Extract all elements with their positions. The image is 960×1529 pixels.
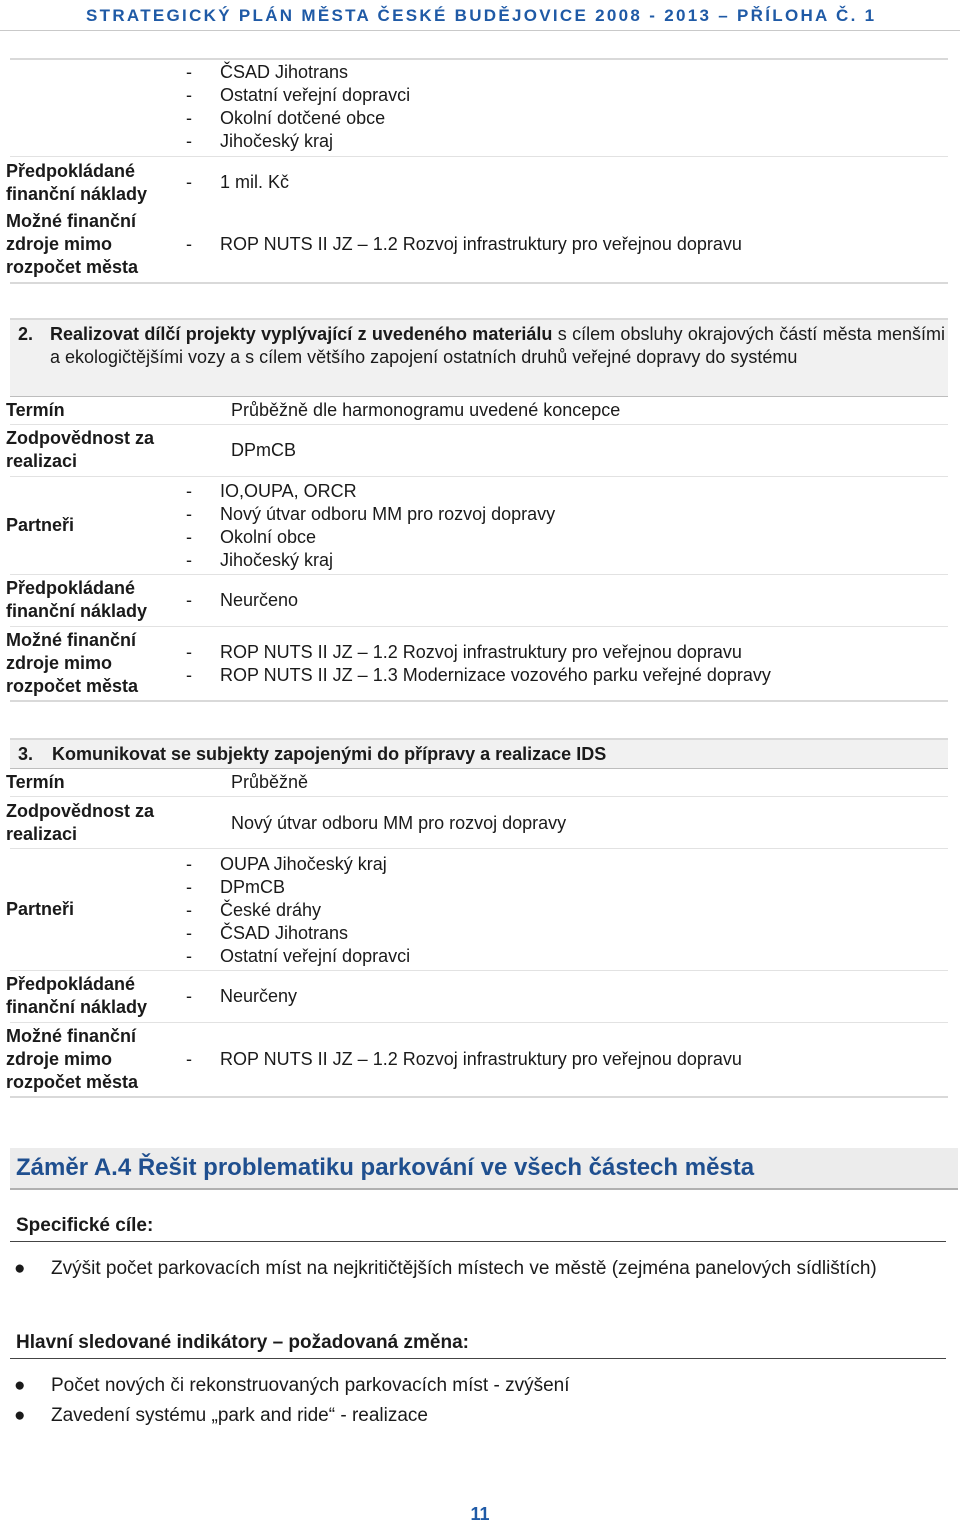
bullet-icon: ● [14,1405,26,1426]
list-item: - Neurčeny [186,986,298,1006]
row-divider [10,626,948,627]
list-item: - Ostatní veřejní dopravci [186,85,411,105]
list-item: - IO,OUPA, ORCR [186,481,357,501]
page-number: 11 [470,1504,490,1524]
row-divider [10,396,948,397]
task3-costs-label: Předpokládané finanční náklady [6,974,148,1017]
task3-resp: Nový útvar odboru MM pro rozvoj dopravy [231,813,567,833]
task3-resp-label: Zodpovědnost za realizaci [6,801,154,844]
list-item: ● Počet nových či rekonstruovaných parkovacích míst - zvýšení [14,1375,570,1396]
task2-term-label: Termín [6,400,65,420]
block1-funding [186,233,742,256]
list-item: - Ostatní veřejní dopravci [186,946,411,966]
zamer-title: Záměr A.4 Řešit problematiku parkování ve všech částech města [16,1154,755,1181]
task3-partners-label: Partneři [6,899,75,919]
list-item: - 1 mil. Kč [186,172,290,192]
row-divider [10,1022,948,1023]
task3-partners-list [186,853,410,968]
list-item: - OUPA Jihočeský kraj [186,854,387,874]
row-divider [10,970,948,971]
row-divider [10,848,948,849]
list-item: - ROP NUTS II JZ – 1.2 Rozvoj infrastruktury pro veřejnou dopravu [186,642,742,662]
heading-underline [10,1358,946,1359]
task3-term: Průběžně [231,772,309,792]
list-item: - České dráhy [186,900,322,920]
task3-costs [186,985,297,1008]
task3-bottom-rule [10,1096,948,1098]
list-item: - Okolní obce [186,527,317,547]
list-item: ● Zvýšit počet parkovacích míst na nejkritičtějších místech ve městě (zejména panelových sídlištích) [14,1258,877,1279]
task2-number: 2. [18,324,34,344]
bullet-icon: ● [14,1375,26,1396]
block1-costs [186,171,289,194]
block1-funding-label: Možné finanční zdroje mimo rozpočet města [6,211,139,277]
row-divider [10,796,948,797]
indicators-heading: Hlavní sledované indikátory – požadovaná změna: [16,1332,469,1353]
list-item: - Okolní dotčené obce [186,108,386,128]
list-item: - ČSAD Jihotrans [186,923,349,943]
task3-number: 3. [18,744,34,764]
heading-underline [10,1241,946,1242]
list-item: - Neurčeno [186,590,299,610]
task2-funding-label: Možné finanční zdroje mimo rozpočet města [6,630,139,696]
task2-partners-list [186,480,555,572]
list-item: - ČSAD Jihotrans [186,62,349,82]
block1-top-rule [10,58,948,60]
row-divider [10,574,948,575]
row-divider [10,156,948,157]
task2-term: Průběžně dle harmonogramu uvedené koncepce [231,400,621,420]
block1-costs-label: Předpokládané finanční náklady [6,161,148,204]
task3-title: Komunikovat se subjekty zapojenými do přípravy a realizace IDS [52,744,607,764]
list-item: - DPmCB [186,877,286,897]
list-item: - ROP NUTS II JZ – 1.2 Rozvoj infrastruktury pro veřejnou dopravu [186,1049,742,1069]
list-item: - ROP NUTS II JZ – 1.3 Modernizace vozového parku veřejné dopravy [186,665,771,685]
header-divider [0,30,960,31]
list-item: - ROP NUTS II JZ – 1.2 Rozvoj infrastruktury pro veřejnou dopravu [186,234,742,254]
task3-term-label: Termín [6,772,65,792]
task2-costs [186,589,298,612]
task2-title: Realizovat dílčí projekty vyplývající z uvedeného materiálu s cílem obsluhy okrajových částí města menšími a ekologičtějšími vozy a s cílem většího zapojení ostatních druhů veřejné dopravy do systému [50,324,945,367]
document-title: STRATEGICKÝ PLÁN MĚSTA ČESKÉ BUDĚJOVICE 2008 - 2013 – PŘÍLOHA Č. 1 [86,6,877,25]
task2-funding [186,641,771,687]
zamer-band [10,1148,958,1190]
block1-bottom-rule [10,282,948,284]
block1-partners-list [186,61,410,153]
task2-bottom-rule [10,700,948,702]
task3-funding [186,1048,742,1071]
task2-resp: DPmCB [231,440,297,460]
list-item: - Jihočeský kraj [186,550,334,570]
list-item: ● Zavedení systému „park and ride“ - realizace [14,1405,428,1426]
specific-goals-heading: Specifické cíle: [16,1215,154,1236]
row-divider [10,424,948,425]
row-divider [10,768,948,769]
list-item: - Nový útvar odboru MM pro rozvoj dopravy [186,504,556,524]
task2-partners-label: Partneři [6,515,75,535]
list-item: - Jihočeský kraj [186,131,334,151]
task2-costs-label: Předpokládané finanční náklady [6,578,148,621]
bullet-icon: ● [14,1258,26,1279]
task2-resp-label: Zodpovědnost za realizaci [6,428,154,471]
row-divider [10,476,948,477]
task3-funding-label: Možné finanční zdroje mimo rozpočet města [6,1026,139,1092]
